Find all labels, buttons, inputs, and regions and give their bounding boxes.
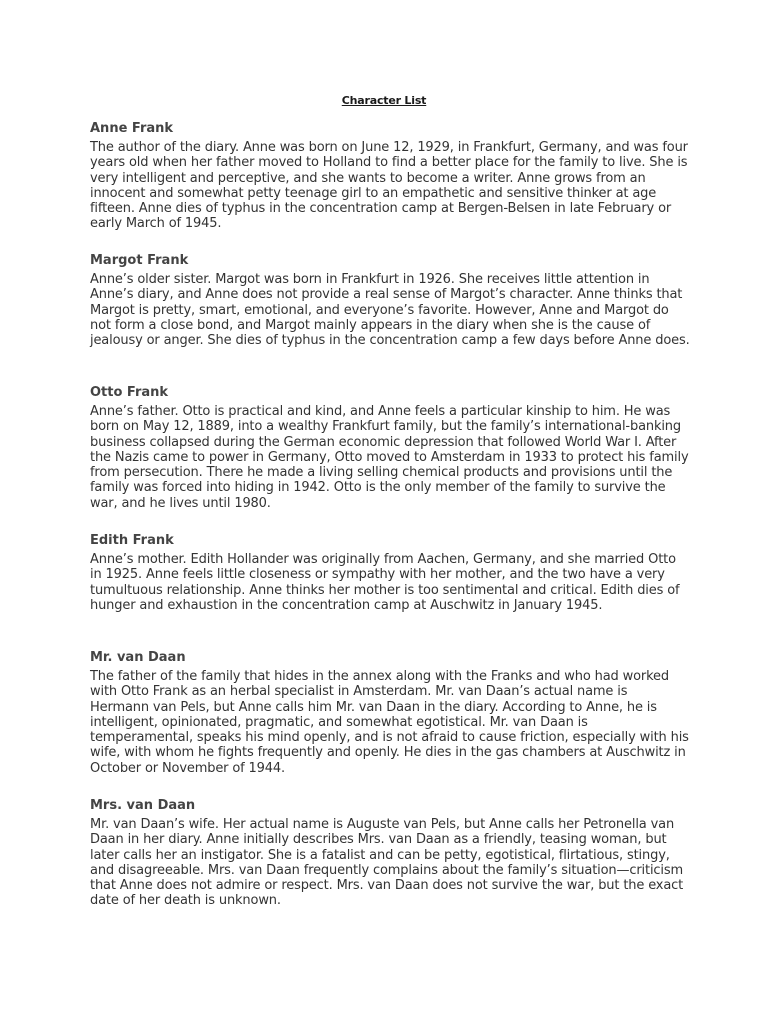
character-name: Otto Frank — [90, 385, 169, 400]
character-name: Mrs. van Daan — [90, 798, 196, 813]
character-name: Mr. van Daan — [90, 650, 186, 665]
character-entry-margot-frank — [90, 253, 690, 348]
character-name: Edith Frank — [90, 533, 174, 548]
character-description: The author of the diary. Anne was born on June 12, 1929, in Frankfurt, Germany, and was four years old when her father moved to Holland to find a better place for the family to live. She is very intelligent and perceptive, and she wants to become a writer. Anne grows from an innocent and somewhat petty teenage girl to an empathetic and sensitive thinker at age fifteen. Anne dies of typhus in the concentration camp at Bergen-Belsen in late February or early March of 1945. — [90, 140, 688, 232]
character-entry-otto-frank — [90, 385, 690, 511]
character-entry-edith-frank — [90, 533, 690, 613]
document-title: Character List — [341, 94, 427, 107]
character-entry-anne-frank — [90, 121, 690, 232]
character-description: Mr. van Daan’s wife. Her actual name is Auguste van Pels, but Anne calls her Petronella van Daan in her diary. Anne initially describes Mrs. van Daan as a friendly, teasing woman, but later calls her an instigator. She is a fatalist and can be petty, egotistical, flirtatious, stingy, and disagreeable. Mrs. van Daan frequently complains about the family’s situation—criticism that Anne does not admire or respect. Mrs. van Daan does not survive the war, but the exact date of her death is unknown. — [90, 817, 684, 909]
character-entry-mr-van-daan — [90, 650, 690, 776]
character-name: Anne Frank — [90, 121, 174, 136]
character-description: The father of the family that hides in the annex along with the Franks and who had worked with Otto Frank as an herbal specialist in Amsterdam. Mr. van Daan’s actual name is Hermann van Pels, but Anne calls him Mr. van Daan in the diary. According to Anne, he is intelligent, opinionated, pragmatic, and somewhat egotistical. Mr. van Daan is temperamental, speaks his mind openly, and is not afraid to cause friction, especially with his wife, with whom he fights frequently and openly. He dies in the gas chambers at Auschwitz in October or November of 1944. — [90, 669, 689, 776]
character-name: Margot Frank — [90, 253, 189, 268]
character-entry-mrs-van-daan — [90, 798, 690, 909]
character-description: Anne’s father. Otto is practical and kind, and Anne feels a particular kinship to him. He was born on May 12, 1889, into a wealthy Frankfurt family, but the family’s international-banking business collapsed during the German economic depression that followed World War I. After the Nazis came to power in Germany, Otto moved to Amsterdam in 1933 to protect his family from persecution. There he made a living selling chemical products and provisions until the family was forced into hiding in 1942. Otto is the only member of the family to survive the war, and he lives until 1980. — [90, 404, 689, 511]
character-description: Anne’s mother. Edith Hollander was originally from Aachen, Germany, and she married Otto in 1925. Anne feels little closeness or sympathy with her mother, and the two have a very tumultuous relationship. Anne thinks her mother is too sentimental and critical. Edith dies of hunger and exhaustion in the concentration camp at Auschwitz in January 1945. — [90, 552, 680, 613]
character-description: Anne’s older sister. Margot was born in Frankfurt in 1926. She receives little attention in Anne’s diary, and Anne does not provide a real sense of Margot’s character. Anne thinks that Margot is pretty, smart, emotional, and everyone’s favorite. However, Anne and Margot do not form a close bond, and Margot mainly appears in the diary when she is the cause of jealousy or anger. She dies of typhus in the concentration camp a few days before Anne does. — [90, 272, 690, 349]
